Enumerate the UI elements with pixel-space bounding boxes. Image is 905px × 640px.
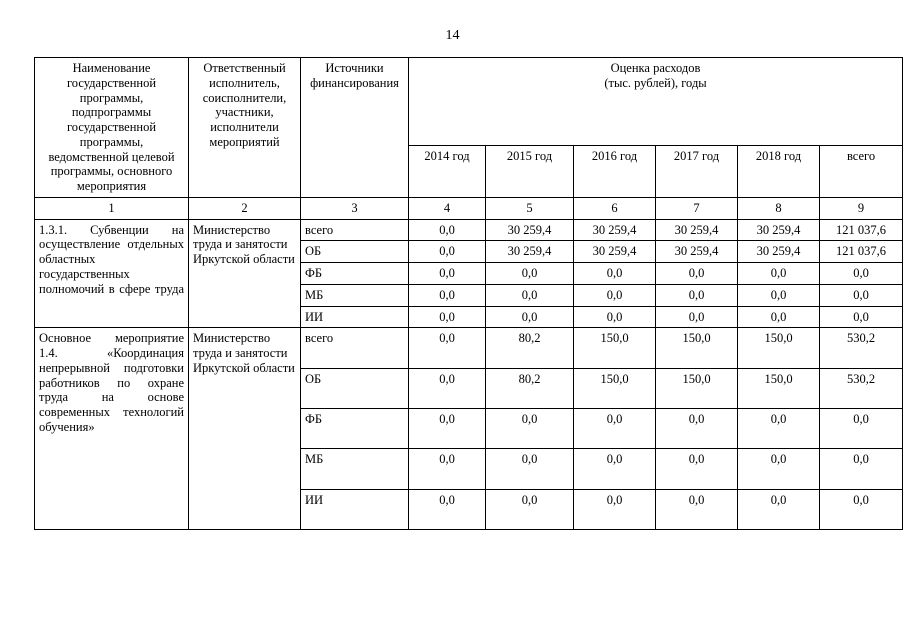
value-2017: 150,0 bbox=[656, 368, 738, 408]
funding-source: всего bbox=[301, 328, 409, 368]
value-total: 530,2 bbox=[820, 328, 903, 368]
value-2015: 0,0 bbox=[486, 263, 574, 285]
value-2016: 30 259,4 bbox=[574, 241, 656, 263]
value-2018: 0,0 bbox=[738, 409, 820, 449]
funding-source: ОБ bbox=[301, 368, 409, 408]
header-funding-source: Источники финансирования bbox=[301, 58, 409, 198]
value-2015: 0,0 bbox=[486, 284, 574, 306]
colnum-9: 9 bbox=[820, 197, 903, 219]
page-number: 14 bbox=[445, 28, 460, 43]
value-2014: 0,0 bbox=[409, 284, 486, 306]
value-total: 0,0 bbox=[820, 409, 903, 449]
colnum-7: 7 bbox=[656, 197, 738, 219]
value-2015: 80,2 bbox=[486, 328, 574, 368]
header-year-2016: 2016 год bbox=[574, 145, 656, 197]
funding-source: ИИ bbox=[301, 489, 409, 529]
value-2018: 30 259,4 bbox=[738, 241, 820, 263]
funding-source: ОБ bbox=[301, 241, 409, 263]
program-name: Основное мероприятие 1.4. «Координация непрерывной подготовки работников по охране труда на основе современных технологий обучения» bbox=[35, 328, 189, 530]
value-2018: 150,0 bbox=[738, 328, 820, 368]
funding-source: МБ bbox=[301, 449, 409, 489]
funding-source: ИИ bbox=[301, 306, 409, 328]
colnum-3: 3 bbox=[301, 197, 409, 219]
value-2015: 0,0 bbox=[486, 306, 574, 328]
funding-source: ФБ bbox=[301, 409, 409, 449]
colnum-5: 5 bbox=[486, 197, 574, 219]
value-2015: 0,0 bbox=[486, 489, 574, 529]
funding-source: всего bbox=[301, 219, 409, 241]
value-total: 0,0 bbox=[820, 306, 903, 328]
value-2018: 150,0 bbox=[738, 368, 820, 408]
funding-source: МБ bbox=[301, 284, 409, 306]
value-2015: 30 259,4 bbox=[486, 241, 574, 263]
header-year-2014: 2014 год bbox=[409, 145, 486, 197]
value-total: 530,2 bbox=[820, 368, 903, 408]
colnum-2: 2 bbox=[189, 197, 301, 219]
value-total: 0,0 bbox=[820, 489, 903, 529]
expenses-table bbox=[34, 57, 903, 530]
table-row bbox=[35, 219, 903, 241]
header-year-2017: 2017 год bbox=[656, 145, 738, 197]
table-header bbox=[35, 58, 903, 220]
value-2014: 0,0 bbox=[409, 219, 486, 241]
value-2014: 0,0 bbox=[409, 306, 486, 328]
colnum-6: 6 bbox=[574, 197, 656, 219]
colnum-8: 8 bbox=[738, 197, 820, 219]
header-year-2015: 2015 год bbox=[486, 145, 574, 197]
header-expenses-group bbox=[409, 58, 903, 146]
table-row bbox=[35, 328, 903, 368]
value-total: 0,0 bbox=[820, 263, 903, 285]
value-2017: 0,0 bbox=[656, 409, 738, 449]
value-total: 0,0 bbox=[820, 284, 903, 306]
value-2014: 0,0 bbox=[409, 368, 486, 408]
value-2014: 0,0 bbox=[409, 449, 486, 489]
program-name: 1.3.1. Субвенции на осуществление отдельных областных государственных полномочий в сфере труда bbox=[35, 219, 189, 328]
value-2014: 0,0 bbox=[409, 489, 486, 529]
value-2014: 0,0 bbox=[409, 241, 486, 263]
value-total: 121 037,6 bbox=[820, 241, 903, 263]
value-2017: 0,0 bbox=[656, 263, 738, 285]
header-program-name: Наименование государственной программы, подпрограммы государственной программы, ведомственной целевой программы, основного мероприятия bbox=[35, 58, 189, 198]
header-expenses-subtitle: (тыс. рублей), годы bbox=[604, 75, 707, 90]
value-2018: 0,0 bbox=[738, 263, 820, 285]
colnum-4: 4 bbox=[409, 197, 486, 219]
value-2015: 30 259,4 bbox=[486, 219, 574, 241]
value-2016: 0,0 bbox=[574, 263, 656, 285]
header-total: всего bbox=[820, 145, 903, 197]
colnum-1: 1 bbox=[35, 197, 189, 219]
value-2016: 0,0 bbox=[574, 409, 656, 449]
value-2015: 80,2 bbox=[486, 368, 574, 408]
header-year-2018: 2018 год bbox=[738, 145, 820, 197]
value-2018: 0,0 bbox=[738, 284, 820, 306]
value-2017: 0,0 bbox=[656, 284, 738, 306]
executor-name: Министерство труда и занятости Иркутской области bbox=[189, 219, 301, 328]
value-2016: 0,0 bbox=[574, 449, 656, 489]
value-2018: 30 259,4 bbox=[738, 219, 820, 241]
value-2017: 30 259,4 bbox=[656, 241, 738, 263]
value-2016: 0,0 bbox=[574, 489, 656, 529]
header-expenses-title: Оценка расходов bbox=[610, 61, 701, 75]
value-2016: 30 259,4 bbox=[574, 219, 656, 241]
value-2017: 30 259,4 bbox=[656, 219, 738, 241]
value-2017: 0,0 bbox=[656, 449, 738, 489]
value-2017: 0,0 bbox=[656, 306, 738, 328]
column-number-row bbox=[35, 197, 903, 219]
value-total: 121 037,6 bbox=[820, 219, 903, 241]
value-2016: 0,0 bbox=[574, 284, 656, 306]
value-2018: 0,0 bbox=[738, 306, 820, 328]
funding-source: ФБ bbox=[301, 263, 409, 285]
value-2018: 0,0 bbox=[738, 449, 820, 489]
value-2015: 0,0 bbox=[486, 409, 574, 449]
value-2014: 0,0 bbox=[409, 328, 486, 368]
value-2014: 0,0 bbox=[409, 409, 486, 449]
value-2016: 150,0 bbox=[574, 368, 656, 408]
value-2018: 0,0 bbox=[738, 489, 820, 529]
table-body bbox=[35, 219, 903, 530]
executor-name: Министерство труда и занятости Иркутской области bbox=[189, 328, 301, 530]
value-2017: 150,0 bbox=[656, 328, 738, 368]
value-2016: 0,0 bbox=[574, 306, 656, 328]
header-executor: Ответственный исполнитель, соисполнители, участники, исполнители мероприятий bbox=[189, 58, 301, 198]
value-total: 0,0 bbox=[820, 449, 903, 489]
value-2016: 150,0 bbox=[574, 328, 656, 368]
value-2017: 0,0 bbox=[656, 489, 738, 529]
value-2014: 0,0 bbox=[409, 263, 486, 285]
value-2015: 0,0 bbox=[486, 449, 574, 489]
